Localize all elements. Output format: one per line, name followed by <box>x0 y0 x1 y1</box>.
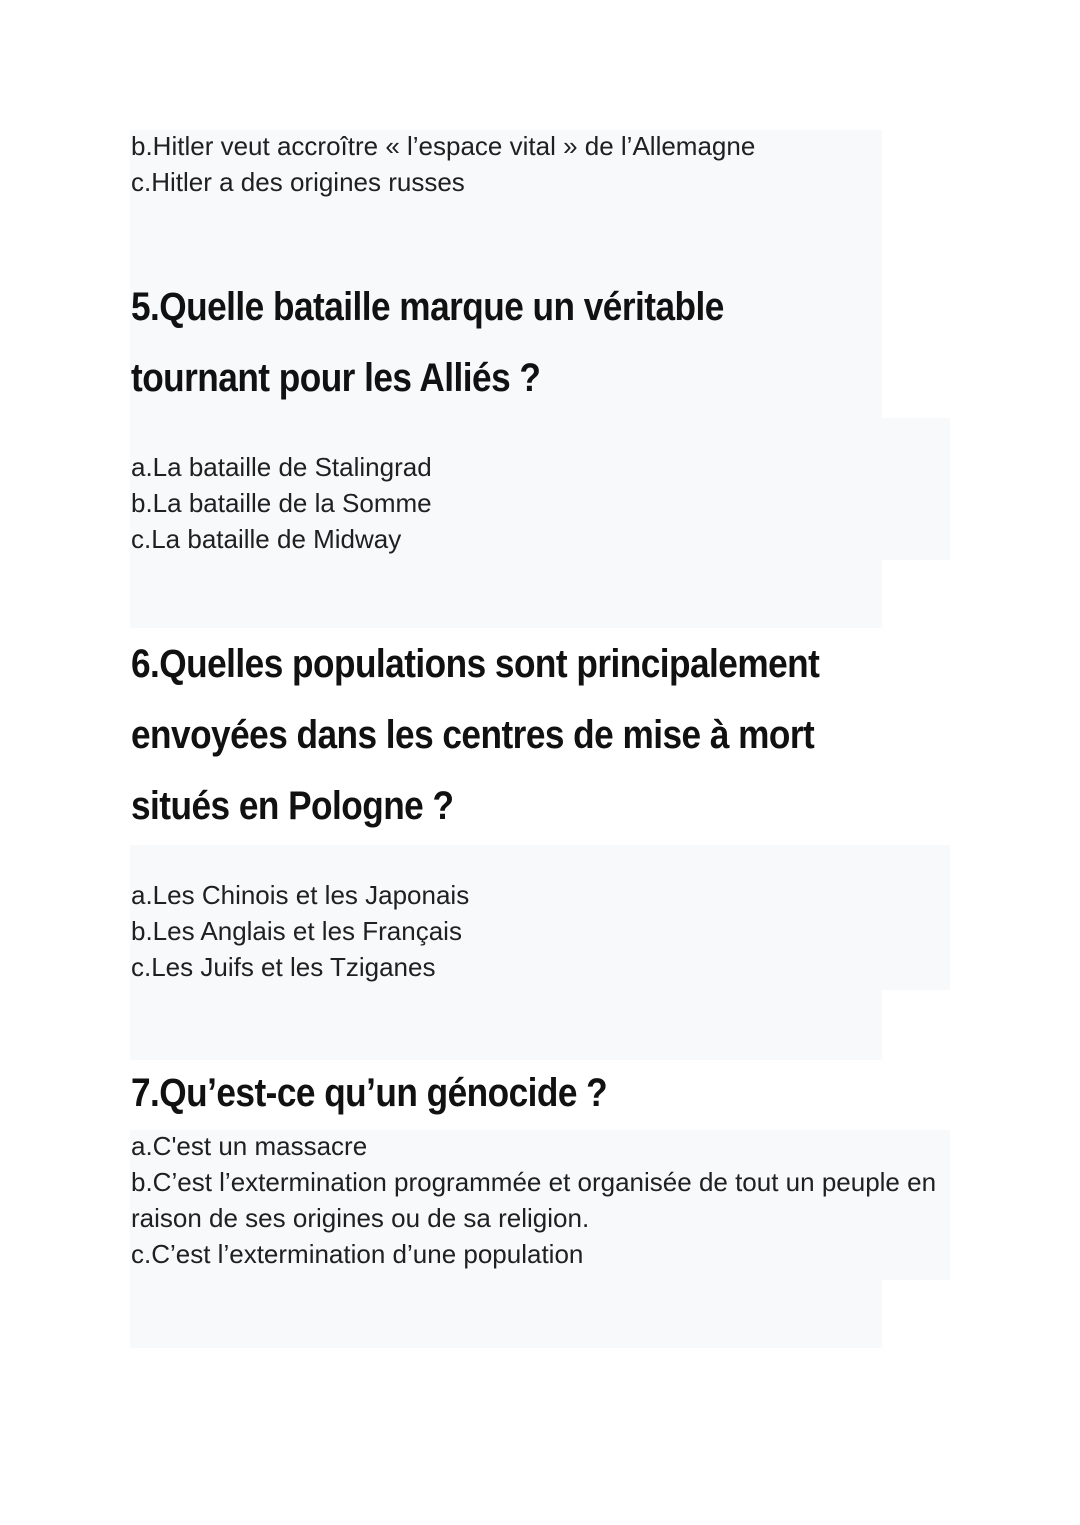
q6-spacer-block <box>130 988 882 1060</box>
q6-option-c[interactable]: c.Les Juifs et les Tziganes <box>131 952 436 982</box>
q5-spacer-block <box>130 558 882 628</box>
q4-option-b[interactable]: b.Hitler veut accroître « l’espace vital » de l’Allemagne <box>131 131 756 161</box>
q7-option-c[interactable]: c.C’est l’extermination d’une population <box>131 1239 584 1269</box>
q5-option-c[interactable]: c.La bataille de Midway <box>131 524 402 554</box>
q7-spacer-block <box>130 1278 882 1348</box>
q5-option-a[interactable]: a.La bataille de Stalingrad <box>131 452 432 482</box>
q6-title-line-1: 6.Quelles populations sont principalement <box>131 642 820 686</box>
q6-title-line-3: situés en Pologne ? <box>131 784 454 828</box>
q4-option-c[interactable]: c.Hitler a des origines russes <box>131 167 465 197</box>
q7-option-a[interactable]: a.C'est un massacre <box>131 1131 368 1161</box>
q5-option-b[interactable]: b.La bataille de la Somme <box>131 488 432 518</box>
q5-title-line-1: 5.Quelle bataille marque un véritable <box>131 285 724 329</box>
q6-option-b[interactable]: b.Les Anglais et les Français <box>131 916 462 946</box>
q5-title-line-2: tournant pour les Alliés ? <box>131 356 541 400</box>
q6-option-a[interactable]: a.Les Chinois et les Japonais <box>131 880 470 910</box>
q6-title-line-2: envoyées dans les centres de mise à mort <box>131 713 815 757</box>
q7-option-b[interactable]: b.C’est l’extermination programmée et organisée de tout un peuple en raison de ses origines ou de sa religion. <box>131 1167 937 1233</box>
q7-title: 7.Qu’est-ce qu’un génocide ? <box>131 1071 608 1115</box>
